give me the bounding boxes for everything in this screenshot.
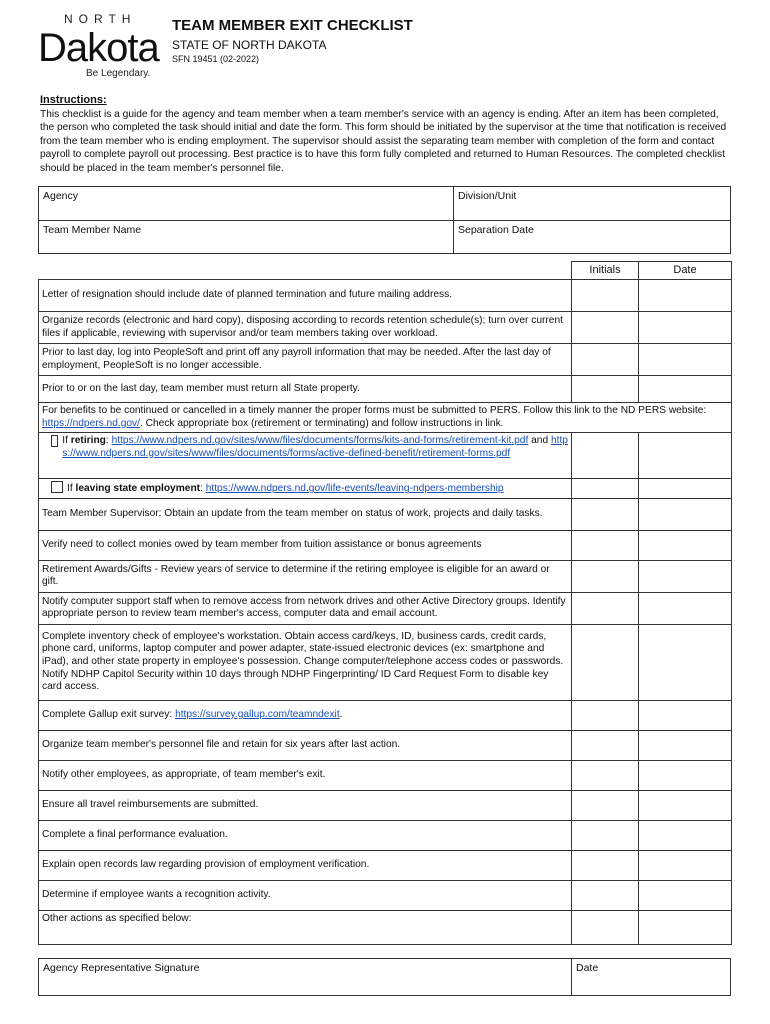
leaving-colon: : [200,483,206,495]
initials-cell[interactable] [572,850,639,880]
item-resignation: Letter of resignation should include date of planned termination and future mailing address. [39,280,572,312]
north-dakota-logo [38,12,163,86]
initials-cell[interactable] [572,280,639,312]
separation-date-field[interactable] [453,220,731,254]
item-performance-evaluation: Complete a final performance evaluation. [39,820,572,850]
date-header: Date [639,262,732,280]
item-retirement-awards: Retirement Awards/Gifts - Review years of service to determine if the retiring employee is eligible for an award or gift. [39,560,572,592]
item-personnel-file: Organize team member's personnel file and retain for six years after last action. [39,730,572,760]
date-cell[interactable] [639,820,732,850]
table-row [39,850,732,880]
division-label: Division/Unit [458,190,517,202]
pers-text-b: . Check appropriate box (retirement or terminating) and follow instructions in link. [139,417,504,429]
date-cell[interactable] [639,850,732,880]
date-cell[interactable] [639,312,732,344]
form-subtitle: STATE OF NORTH DAKOTA [172,38,327,52]
item-leaving [39,479,572,499]
initials-cell[interactable] [572,344,639,376]
initials-cell[interactable] [572,910,639,944]
item-peoplesoft: Prior to last day, log into PeopleSoft and print off any payroll information that may be needed. After the last day of employment, PeopleSoft is no longer accessible. [39,344,572,376]
member-name-label: Team Member Name [43,224,142,236]
agency-label: Agency [43,190,79,202]
signature-date-field[interactable] [571,958,731,996]
initials-cell[interactable] [572,498,639,530]
initials-cell[interactable] [572,624,639,700]
table-row [39,560,732,592]
item-notify-employees: Notify other employees, as appropriate, of team member's exit. [39,760,572,790]
initials-cell[interactable] [572,730,639,760]
gallup-end: . [339,708,343,720]
initials-cell[interactable] [572,312,639,344]
item-inventory-check: Complete inventory check of employee's workstation. Obtain access card/keys, ID, business cards, credit cards, phone card, uniforms, laptop computer and power adapter, state-issued electronic devices (ex: smartphone and iPad), and other state property in employee's possession. Change computer/telephone access codes or passwords. Notify NDHP Capitol Security within 10 days through NDHP Fingerprinting/ ID Card Request Form to disable key card access. [39,624,572,700]
item-recognition: Determine if employee wants a recognition activity. [39,880,572,910]
item-return-property: Prior to or on the last day, team member must return all State property. [39,376,572,403]
item-travel-reimbursements: Ensure all travel reimbursements are submitted. [39,790,572,820]
item-pers-benefits [39,403,732,433]
table-row [39,280,732,312]
retirement-kit-link[interactable]: https://www.ndpers.nd.gov/sites/www/files/documents/forms/kits-and-forms/retirement-kit.pdf [111,435,529,447]
initials-cell[interactable] [572,560,639,592]
pers-link[interactable]: https://ndpers.nd.gov/ [42,417,140,429]
initials-header: Initials [572,262,639,280]
date-cell[interactable] [639,592,732,624]
instructions-heading: Instructions: [40,94,107,106]
table-row [39,530,732,560]
member-name-field[interactable] [38,220,454,254]
item-organize-records: Organize records (electronic and hard copy), disposing according to records retention schedule(s); turn over current files if applicable, reviewing with supervisor and/or team members taking over workload. [39,312,572,344]
logo-state-text: Dakota [38,26,159,70]
leaving-checkbox[interactable] [51,481,63,493]
table-row [39,880,732,910]
initials-cell[interactable] [572,880,639,910]
table-row [39,433,732,479]
retirement-forms-link[interactable]: https://www.ndpers.nd.gov/sites/www/files/documents/forms/active-defined-benefit/retirement-forms.pdf [62,435,568,459]
initials-cell[interactable] [572,592,639,624]
initials-cell[interactable] [572,700,639,730]
retiring-bold: retiring [70,435,106,447]
date-cell[interactable] [639,530,732,560]
leaving-membership-link[interactable]: https://www.ndpers.nd.gov/life-events/leaving-ndpers-membership [205,483,504,495]
logo-tagline: Be Legendary. [86,68,151,79]
gallup-link[interactable]: https://survey.gallup.com/teamndexit [175,708,340,720]
table-row [39,376,732,403]
table-row [39,910,732,944]
item-supervisor-update: Team Member Supervisor: Obtain an update from the team member on status of work, projects and daily tasks. [39,498,572,530]
item-computer-access: Notify computer support staff when to remove access from network drives and other Active Directory groups. Identify appropriate person to review team member's access, computer data and email account. [39,592,572,624]
table-row [39,498,732,530]
gallup-text: Complete Gallup exit survey: [42,708,176,720]
table-row [39,403,732,433]
table-row [39,479,732,499]
initials-cell[interactable] [572,760,639,790]
table-row [39,624,732,700]
signature-date-label: Date [576,962,599,974]
signature-label: Agency Representative Signature [43,962,200,974]
header-blank [39,262,572,280]
initials-cell[interactable] [572,820,639,850]
date-cell[interactable] [639,730,732,760]
leaving-prefix: If [67,483,76,495]
form-title: TEAM MEMBER EXIT CHECKLIST [172,17,413,34]
pers-text-a: For benefits to be continued or cancelled in a timely manner the proper forms must be submitted to PERS. Follow this link to the ND PERS website: [42,405,707,416]
initials-cell[interactable] [572,790,639,820]
initials-cell[interactable] [572,433,639,479]
instructions-text: This checklist is a guide for the agency and team member when a team member's service with an agency is ending. After an item has been completed, the person who completed the task should initial and date the form. This form should be initiated by the supervisor at the time that notification is received from the team member who is ending employment. The supervisor should assist the separating team member with completion of the form and contact payroll to complete payroll out processing. Best practice is to have this form fully completed and returned to Human Resources. The completed checklist should be placed in the team member's personnel file. [40,109,727,174]
item-retiring [39,433,572,479]
table-row [39,760,732,790]
separation-date-label: Separation Date [458,224,534,236]
item-gallup-survey [39,700,572,730]
table-row [39,312,732,344]
date-cell[interactable] [639,560,732,592]
table-row [39,730,732,760]
date-cell[interactable] [639,880,732,910]
retiring-colon: : [105,435,112,447]
date-cell[interactable] [639,433,732,479]
table-row [39,344,732,376]
agency-field[interactable] [38,186,454,221]
date-cell[interactable] [639,910,732,944]
checklist-table [38,261,732,945]
initials-cell[interactable] [572,376,639,403]
table-row [39,790,732,820]
date-cell[interactable] [639,790,732,820]
division-field[interactable] [453,186,731,221]
date-cell[interactable] [639,624,732,700]
date-cell[interactable] [639,760,732,790]
retiring-prefix: If [62,435,71,447]
item-open-records: Explain open records law regarding provision of employment verification. [39,850,572,880]
logo-north-text: NORTH [64,12,137,26]
initials-cell[interactable] [572,479,639,499]
table-row [39,820,732,850]
date-cell[interactable] [639,498,732,530]
date-cell[interactable] [639,280,732,312]
initials-cell[interactable] [572,530,639,560]
retiring-checkbox[interactable] [51,435,58,447]
date-cell[interactable] [639,344,732,376]
date-cell[interactable] [639,700,732,730]
form-number: SFN 19451 (02-2022) [172,54,260,64]
table-row [39,592,732,624]
signature-field[interactable] [38,958,572,996]
table-row [39,700,732,730]
date-cell[interactable] [639,479,732,499]
date-cell[interactable] [639,376,732,403]
retiring-and: and [528,435,551,447]
leaving-bold: leaving state employment [75,483,201,495]
item-other-actions: Other actions as specified below: [39,910,572,944]
item-collect-monies: Verify need to collect monies owed by team member from tuition assistance or bonus agreements [39,530,572,560]
